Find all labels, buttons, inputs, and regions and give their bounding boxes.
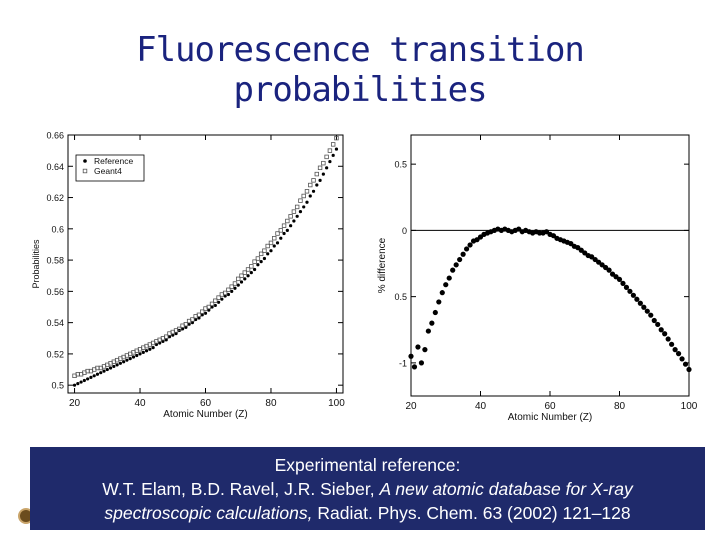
y-tick-label: 0.56 (46, 286, 64, 297)
data-point (638, 301, 643, 306)
data-point-reference (305, 201, 308, 204)
data-point-reference (318, 179, 321, 182)
data-point-reference (96, 373, 99, 376)
data-point (673, 347, 678, 352)
data-point-reference (76, 382, 79, 385)
data-point (627, 289, 632, 294)
data-point-reference (263, 257, 266, 260)
data-point (467, 242, 472, 247)
data-point-reference (309, 194, 312, 197)
data-point (412, 364, 417, 369)
data-point (415, 344, 420, 349)
data-point-reference (322, 172, 325, 175)
data-point-reference (276, 241, 279, 244)
x-tick-label: 60 (199, 398, 212, 409)
x-tick-label: 100 (680, 401, 698, 412)
data-point-reference (286, 229, 289, 232)
x-tick-label: 20 (68, 398, 81, 409)
reference-authors: W.T. Elam, B.D. Ravel, J.R. Sieber, (102, 479, 380, 499)
y-tick-label: 0.5 (51, 380, 64, 391)
y-tick-label: 0.6 (51, 224, 64, 235)
data-point-reference (328, 160, 331, 163)
x-tick-label: 60 (544, 401, 556, 412)
data-point (436, 299, 441, 304)
data-point-reference (99, 371, 102, 374)
x-tick-label: 20 (405, 401, 417, 412)
data-point (652, 318, 657, 323)
data-point-reference (332, 154, 335, 157)
x-tick-label: 100 (328, 398, 345, 409)
data-point (419, 360, 424, 365)
data-point (429, 321, 434, 326)
data-point (450, 268, 455, 273)
data-point (624, 285, 629, 290)
data-point-reference (93, 374, 96, 377)
legend-label: Reference (94, 156, 134, 166)
data-point (645, 309, 650, 314)
data-point-reference (289, 224, 292, 227)
data-point-reference (315, 183, 318, 186)
x-axis-label: Atomic Number (Z) (507, 412, 593, 423)
x-tick-label: 80 (265, 398, 277, 409)
data-point (454, 262, 459, 267)
data-point-reference (73, 384, 76, 387)
data-point-reference (299, 210, 302, 213)
reference-title-part2: spectroscopic calculations, (104, 503, 313, 523)
y-tick-label: 0.52 (46, 349, 64, 360)
reference-line-3 (30, 501, 705, 525)
y-tick-label: 0.5 (394, 292, 407, 303)
probabilities-chart (28, 128, 348, 420)
data-point (617, 277, 622, 282)
data-point (606, 268, 611, 273)
reference-title-part1: A new atomic database for X-ray (379, 479, 633, 499)
y-tick-label: 0.62 (46, 193, 64, 204)
data-point (457, 257, 462, 262)
y-axis-label: % difference (377, 237, 388, 294)
data-point (683, 362, 688, 367)
data-point-reference (79, 380, 82, 383)
y-tick-label: 0.64 (46, 161, 64, 172)
data-point (659, 327, 664, 332)
data-point-reference (86, 377, 89, 380)
x-tick-label: 80 (613, 401, 626, 412)
data-point (440, 290, 445, 295)
data-point-reference (269, 249, 272, 252)
reference-line-2 (30, 477, 705, 501)
data-point-reference (325, 166, 328, 169)
data-point (426, 328, 431, 333)
data-point-reference (312, 190, 315, 193)
data-point-reference (302, 205, 305, 208)
data-point (686, 367, 691, 372)
data-point (447, 275, 452, 280)
data-point (655, 322, 660, 327)
legend-label: Geant4 (94, 166, 122, 176)
y-tick-label: 0.54 (46, 318, 64, 329)
x-axis-label: Atomic Number (Z) (163, 409, 248, 420)
x-tick-label: 40 (134, 398, 146, 409)
page-title: Fluorescence transition probabilities (136, 30, 584, 110)
data-point (433, 310, 438, 315)
data-point (648, 313, 653, 318)
y-tick-label: 0 (401, 225, 407, 236)
plot-frame (411, 135, 689, 396)
data-point (461, 252, 466, 257)
legend-marker-reference (83, 159, 87, 163)
data-point-reference (279, 237, 282, 240)
data-point (662, 331, 667, 336)
reference-box (30, 447, 705, 530)
data-point (443, 282, 448, 287)
data-point (666, 336, 671, 341)
data-point (676, 351, 681, 356)
data-point-reference (292, 219, 295, 222)
data-point (631, 293, 636, 298)
reference-journal: Radiat. Phys. Chem. 63 (2002) 121–128 (312, 503, 631, 523)
reference-line-1: Experimental reference: (274, 455, 461, 475)
x-tick-label: 40 (474, 401, 487, 412)
data-point (464, 246, 469, 251)
data-point (422, 347, 427, 352)
data-point (408, 354, 413, 359)
y-tick-label: 0.5 (394, 159, 407, 170)
data-point (641, 305, 646, 310)
data-point-reference (89, 376, 92, 379)
y-tick-label: -1 (398, 358, 407, 369)
y-tick-label: 0.66 (46, 130, 64, 141)
data-point-reference (83, 379, 86, 382)
data-point (634, 297, 639, 302)
y-tick-label: 0.58 (46, 255, 64, 266)
data-point-reference (335, 147, 338, 150)
data-point (620, 281, 625, 286)
percent-difference-chart (365, 128, 698, 423)
y-axis-label: Probabilities (31, 239, 41, 289)
data-point (679, 356, 684, 361)
data-point-reference (296, 215, 299, 218)
data-point (669, 342, 674, 347)
